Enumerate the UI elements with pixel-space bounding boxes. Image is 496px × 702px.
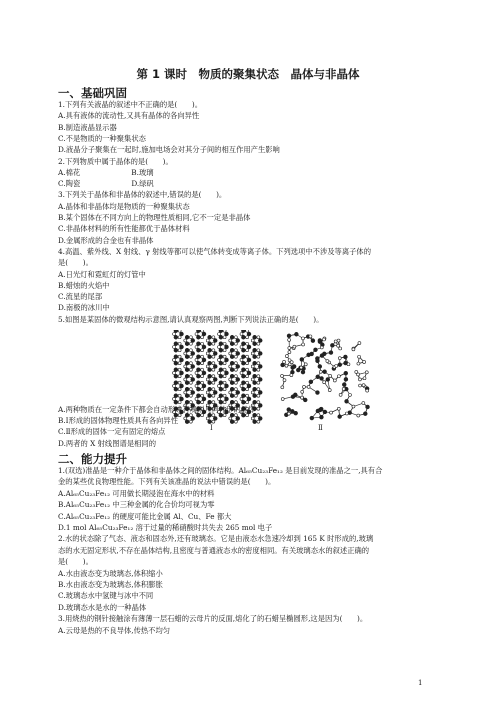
question-line: 是( )。 [58, 557, 93, 567]
question-line: 4.高温、紫外线、X 射线、γ 射线等都可以使气体转变成等离子体。下列选项中不涉及等离子体的 [58, 246, 372, 256]
amorphous-structure-II [281, 332, 370, 420]
section-heading-basic: 一、基础巩固 [58, 86, 127, 100]
question-line: C.流星的尾部 [58, 292, 103, 302]
question-line: D.玻璃态水是水的一种晶体 [58, 602, 147, 612]
question-line: B.制造液晶显示器 [58, 122, 117, 132]
section-heading-advanced: 二、能力提升 [58, 452, 127, 466]
figure-label-I: Ⅰ [210, 424, 213, 432]
question-line: D.两者的 X 射线图谱是相同的 [58, 438, 157, 448]
question-line: 是( )。 [58, 258, 93, 268]
question-line: B.某个固体在不同方向上的物理性质相同,它不一定是非晶体 [58, 213, 251, 222]
structure-figure [170, 330, 410, 438]
page-number: 1 [418, 679, 423, 687]
question-line: 态的水无固定形状,不存在晶体结构,且密度与普通液态水的密度相同。有关玻璃态水的叙述正确的 [58, 545, 370, 555]
question-line: C.Ⅱ形成的固体一定有固定的熔点 [58, 427, 166, 437]
question-line: D.南极的冰川中 [58, 303, 110, 313]
question-line: C.非晶体材料的所有性能都优于晶体材料 [58, 224, 190, 234]
question-line: 3.下列关于晶体和非晶体的叙述中,错误的是( )。 [58, 190, 227, 200]
question-line: B.Ⅰ形成的固体物理性质具有各向异性 [58, 416, 179, 426]
question-line: A.日光灯和霓虹灯的灯管中 [58, 269, 146, 279]
question-line: 2.水的状态除了气态、液态和固态外,还有玻璃态。它是由液态水急速冷却到 165 K 时形成的,玻璃 [58, 534, 374, 544]
question-line: 金的某些优良物理性能。下列有关该准晶的说法中错误的是( )。 [58, 477, 276, 487]
question-line: B.Al₆₅Cu₂₃Fe₁₂ 中三种金属的化合价均可视为零 [58, 500, 215, 510]
question-line: C.陶瓷 D.绿矾 [58, 179, 154, 189]
question-line: 1.下列有关液晶的叙述中不正确的是( )。 [58, 100, 202, 109]
question-line: 3.用烧热的钢针接触涂有薄薄一层石蜡的云母片的反面,熔化了的石蜡呈椭圆形,这是因为( )。 [58, 614, 368, 624]
question-line: 1.(双选)准晶是一种介于晶体和非晶体之间的固体结构。Al₆₅Cu₂₃Fe₁₂ 是目前发现的准晶之一,具有合 [58, 466, 383, 475]
question-line: A.具有液体的流动性,又具有晶体的各向异性 [58, 111, 200, 121]
question-line: D.金属形成的合金也有非晶体 [58, 235, 154, 245]
question-line: 5.如图是某固体的微观结构示意图,请认真观察两图,判断下列说法正确的是( )。 [58, 314, 324, 324]
question-line: B.水由液态变为玻璃态,体积膨胀 [58, 580, 163, 589]
question-line: C.不是物质的一种聚集状态 [58, 133, 146, 143]
question-line: D.液晶分子聚集在一起时,施加电场会对其分子间的相互作用产生影响 [58, 145, 280, 155]
question-line: A.云母是热的不良导体,传热不均匀 [58, 625, 171, 635]
question-line: A.水由液态变为玻璃态,体积缩小 [58, 568, 163, 578]
question-line: A.棉花 B.玻璃 [58, 167, 154, 177]
structure-diagram [170, 330, 410, 438]
question-line: A.Al₆₅Cu₂₃Fe₁₂ 可用做长期浸泡在海水中的材料 [58, 488, 215, 498]
question-line: 2.下列物质中属于晶体的是( )。 [58, 156, 173, 166]
question-line: A.两种物质在一定条件下都会自动形成有规则几何外形的晶体 [58, 405, 256, 414]
question-line: A.晶体和非晶体均是物质的一种聚集状态 [58, 201, 190, 211]
question-line: C.Al₆₅Cu₂₃Fe₁₂ 的硬度可能比金属 Al、Cu、Fe 都大 [58, 511, 232, 521]
figure-label-II: Ⅱ [318, 424, 323, 432]
question-line: C.玻璃态水中氢键与冰中不同 [58, 591, 154, 601]
page-title: 第 1 课时 物质的聚集状态 晶体与非晶体 [136, 67, 360, 81]
question-line: B.蜡烛的火焰中 [58, 280, 110, 290]
question-line: D.1 mol Al₆₅Cu₂₃Fe₁₂ 溶于过量的稀硝酸时共失去 265 mol 电子 [58, 523, 273, 532]
